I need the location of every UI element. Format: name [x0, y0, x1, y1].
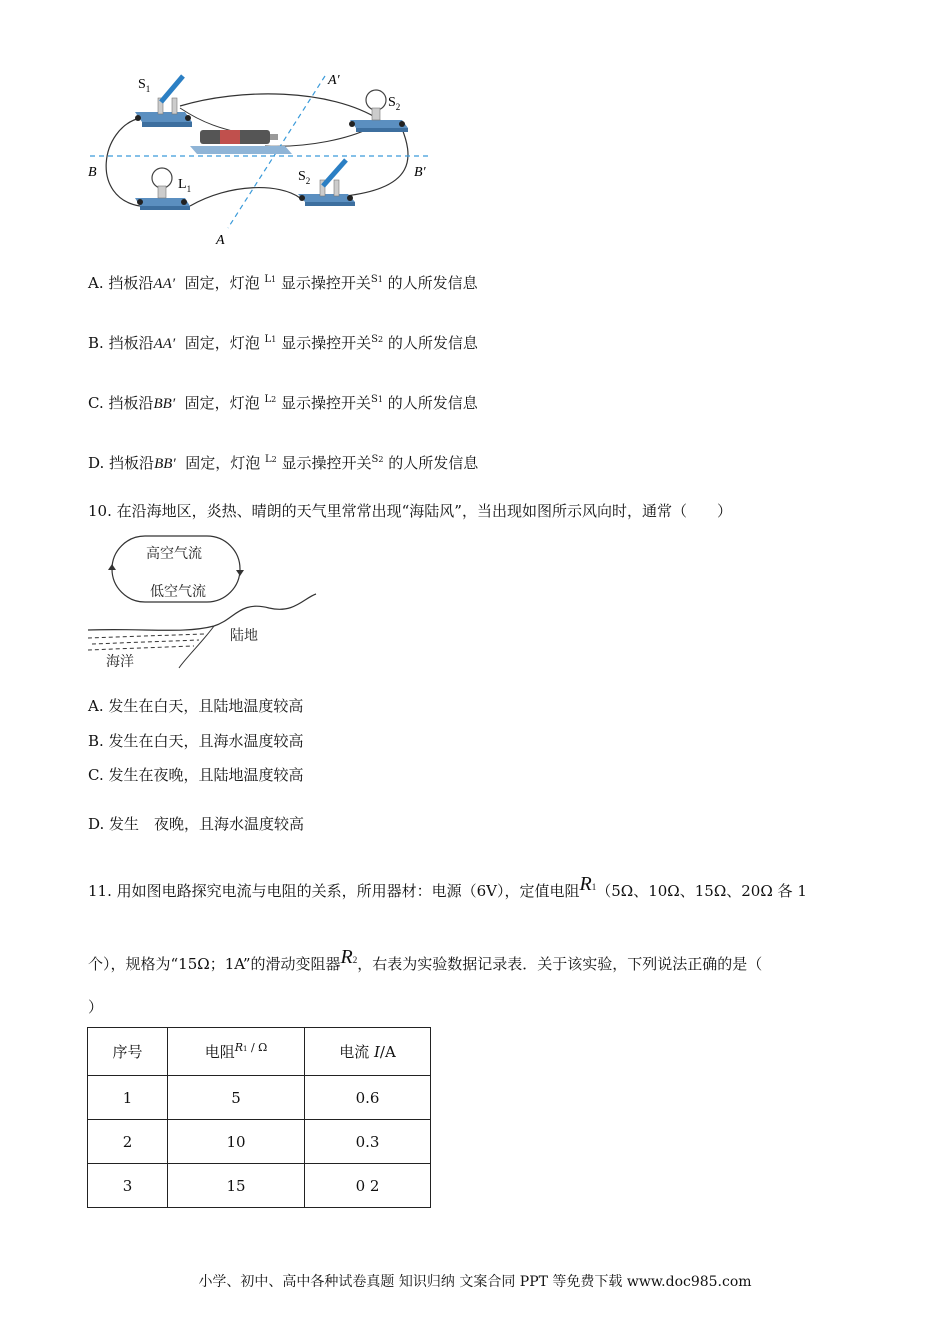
- solenoid: [190, 130, 292, 154]
- cell: 10: [168, 1120, 305, 1164]
- label-a: A: [216, 233, 225, 248]
- cell: 15: [168, 1164, 305, 1208]
- cell: 2: [88, 1120, 168, 1164]
- label-sea: 海洋: [106, 655, 134, 670]
- cell: 3: [88, 1164, 168, 1208]
- header-current: 电流 I/A: [305, 1028, 431, 1076]
- cell: 0.3: [305, 1120, 431, 1164]
- label-land: 陆地: [230, 629, 258, 644]
- label-lower-airflow: 低空气流: [150, 585, 206, 600]
- sea-land-breeze-figure: [84, 530, 324, 672]
- label-s2-top: $S_2$: [388, 95, 401, 112]
- label-b: B: [88, 165, 97, 180]
- header-index: 序号: [88, 1028, 168, 1076]
- label-upper-airflow: 高空气流: [146, 547, 202, 562]
- label-l1: $L_1$: [178, 177, 192, 194]
- option-a: A. 挡板沿AA′ 固定，灯泡 $^{L1}$ 显示操控开关$^{S1}$ 的人所发信息: [88, 274, 478, 292]
- cell: 5: [168, 1076, 305, 1120]
- q10-option-b: B. 发生在白天，且海水温度较高: [88, 732, 304, 750]
- option-c: C. 挡板沿BB′ 固定，灯泡 $^{L2}$ 显示操控开关$^{S1}$ 的人所发信息: [88, 394, 478, 412]
- question-11-line-3: ）: [88, 998, 104, 1016]
- footer: 小学、初中、高中各种试卷真题 知识归纳 文案合同 PPT 等免费下载 www.doc985.com: [198, 1274, 752, 1290]
- header-resistance: 电阻$^{R1 / \Omega}$: [168, 1028, 305, 1076]
- cell: 0 2: [305, 1164, 431, 1208]
- table-row: [88, 1076, 431, 1120]
- cell: 1: [88, 1076, 168, 1120]
- data-table: [87, 1027, 431, 1208]
- question-11-line-2: 个），规格为“15Ω；1A”的滑动变阻器$^{R2}$，右表为实验数据记录表．关于该实验，下列说法正确的是（: [88, 946, 763, 973]
- cell: 0.6: [305, 1076, 431, 1120]
- table-header-row: [88, 1028, 431, 1076]
- option-d: D. 挡板沿BB′ 固定，灯泡 $^{L2}$ 显示操控开关$^{S2}$ 的人所发信息: [88, 454, 479, 472]
- table-row: [88, 1120, 431, 1164]
- question-10-stem: 10. 在沿海地区，炎热、晴朗的天气里常常出现“海陆风”，当出现如图所示风向时，通常（ ）: [88, 502, 732, 520]
- q10-option-a: A. 发生在白天，且陆地温度较高: [88, 697, 304, 715]
- q10-option-c: C. 发生在夜晚，且陆地温度较高: [88, 766, 304, 784]
- q10-option-d: D. 发生 夜晚，且海水温度较高: [88, 815, 305, 833]
- label-s2-bottom: $S_2$: [298, 169, 311, 186]
- label-a-prime: A′: [328, 73, 340, 88]
- question-11-line-1: 11. 用如图电路探究电流与电阻的关系，所用器材：电源（6V），定值电阻$^{R1}$（5Ω、10Ω、15Ω、20Ω 各 1: [88, 873, 807, 900]
- circuit-figure: [80, 68, 440, 250]
- label-s1: $S_1$: [138, 77, 151, 94]
- table-row: [88, 1164, 431, 1208]
- label-b-prime: B′: [414, 165, 426, 180]
- option-b: B. 挡板沿AA′ 固定，灯泡 $^{L1}$ 显示操控开关$^{S2}$ 的人所发信息: [88, 334, 478, 352]
